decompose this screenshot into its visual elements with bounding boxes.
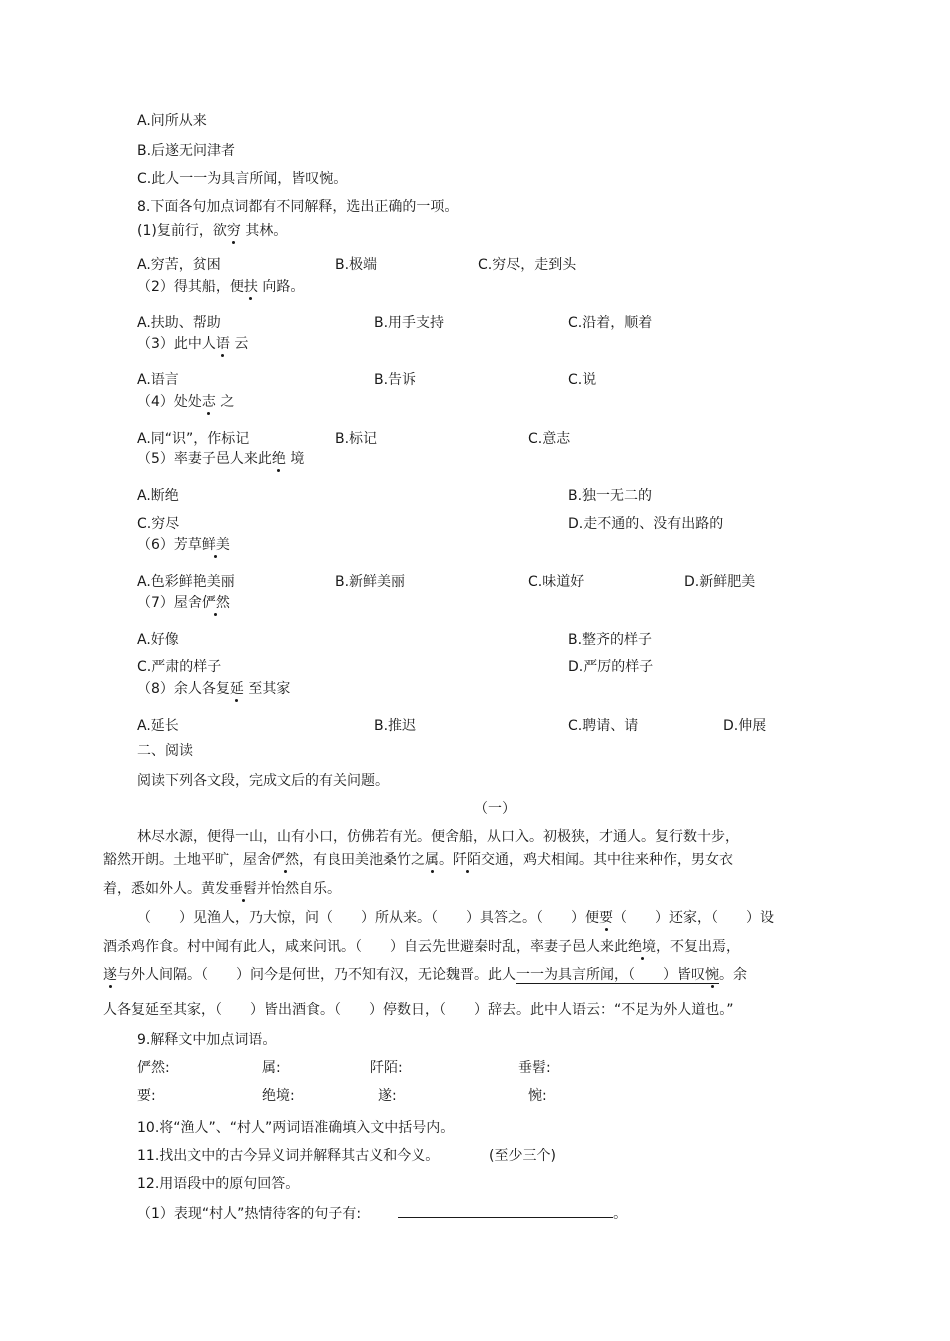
dotted-word: 志 <box>201 394 216 410</box>
question-note: (至少三个) <box>489 1148 556 1164</box>
option-text: C.穷尽 <box>137 516 180 532</box>
dotted-word: 语 <box>215 336 230 352</box>
option-text: C.沿着，顺着 <box>568 315 653 331</box>
term-label: 要: <box>137 1088 156 1104</box>
passage-line: （ ）见渔人，乃大惊，问（ ）所从来。（ ）具答之。（ ）便要（ ）还家，（ ）设 <box>137 910 774 926</box>
passage-line: 着，悉如外人。黄发垂髫并怡然自乐。 <box>103 881 341 897</box>
question-stem: 11.找出文中的古今异义词并解释其古义和今义。 <box>137 1148 440 1164</box>
term-label: 遂: <box>378 1088 397 1104</box>
sub-question: （5）率妻子邑人来此绝 境 <box>137 451 305 467</box>
option-text: B.新鲜美丽 <box>335 574 406 590</box>
sub-question: （2）得其船，便扶 向路。 <box>137 279 305 295</box>
passage-line: 豁然开朗。土地平旷，屋舍俨然，有良田美池桑竹之属。阡陌交通，鸡犬相闻。其中往来种作，男女衣 <box>103 852 733 868</box>
sub-question: （6）芳草鲜美 <box>137 537 230 553</box>
option-text: B.推迟 <box>374 718 417 734</box>
sub-question: （3）此中人语 云 <box>137 336 249 352</box>
option-text: A.同“识”，作标记 <box>137 431 250 447</box>
sub-question: （1）表现“村人”热情待客的句子有: 。 <box>137 1203 627 1223</box>
option-text: A.色彩鲜艳美丽 <box>137 574 235 590</box>
option-text: A.断绝 <box>137 488 179 504</box>
term-label: 垂髫: <box>518 1060 551 1076</box>
option-text: B.整齐的样子 <box>568 632 653 648</box>
option-text: B.用手支持 <box>374 315 445 331</box>
option-text: A.扶助、帮助 <box>137 315 221 331</box>
option-text: B.后遂无问津者 <box>137 143 236 159</box>
option-text: B.告诉 <box>374 372 417 388</box>
option-text: C.此人一一为具言所闻，皆叹惋。 <box>137 171 348 187</box>
option-text: C.说 <box>568 372 597 388</box>
option-text: C.严肃的样子 <box>137 659 222 675</box>
option-text: D.伸展 <box>723 718 767 734</box>
instruction-text: 阅读下列各文段，完成文后的有关问题。 <box>137 773 389 789</box>
term-label: 属: <box>262 1060 281 1076</box>
section-heading: 二、阅读 <box>137 743 193 759</box>
sub-question: （8）余人各复延 至其家 <box>137 681 291 697</box>
dotted-word: 俨然 <box>201 595 230 611</box>
option-text: A.问所从来 <box>137 113 207 129</box>
question-stem: 8.下面各句加点词都有不同解释，选出正确的一项。 <box>137 199 459 215</box>
option-text: D.严厉的样子 <box>568 659 654 675</box>
dotted-word: 鲜美 <box>201 537 230 553</box>
option-text: A.延长 <box>137 718 179 734</box>
sub-question: （7）屋舍俨然 <box>137 595 230 611</box>
question-stem: 9.解释文中加点词语。 <box>137 1032 277 1048</box>
option-text: B.独一无二的 <box>568 488 653 504</box>
dotted-word: 延 <box>229 681 244 697</box>
passage-line: 人各复延至其家，（ ）皆出酒食。（ ）停数日，（ ）辞去。此中人语云：“不足为外人道也。” <box>103 1002 734 1018</box>
part-label: （一） <box>474 801 516 817</box>
question-stem: 12.用语段中的原句回答。 <box>137 1176 300 1192</box>
sub-question: (1)复前行，欲穷 其林。 <box>137 223 288 239</box>
sub-question: （4）处处志 之 <box>137 394 235 410</box>
option-text: B.极端 <box>335 257 378 273</box>
option-text: B.标记 <box>335 431 378 447</box>
passage-line: 酒杀鸡作食。村中闻有此人，咸来问讯。（ ）自云先世避秦时乱，率妻子邑人来此绝境，不复出焉， <box>103 939 740 955</box>
term-label: 阡陌: <box>370 1060 403 1076</box>
passage-line: 遂与外人间隔。（ ）问今是何世，乃不知有汉，无论魏晋。此人一一为具言所闻，（ ）皆叹惋。余 <box>103 967 747 983</box>
option-text: C.聘请、请 <box>568 718 639 734</box>
option-text: C.穷尽，走到头 <box>478 257 577 273</box>
option-text: A.好像 <box>137 632 179 648</box>
answer-blank[interactable] <box>398 1203 613 1218</box>
dotted-word: 扶 <box>243 279 258 295</box>
option-text: C.味道好 <box>528 574 585 590</box>
dotted-word: 穷 <box>226 223 241 239</box>
option-text: D.走不通的、没有出路的 <box>568 516 724 532</box>
question-stem: 10.将“渔人”、“村人”两词语准确填入文中括号内。 <box>137 1120 455 1136</box>
term-label: 惋: <box>528 1088 547 1104</box>
option-text: C.意志 <box>528 431 571 447</box>
option-text: A.语言 <box>137 372 179 388</box>
term-label: 俨然: <box>137 1060 170 1076</box>
passage-line: 林尽水源，便得一山，山有小口，仿佛若有光。便舍船，从口入。初极狭，才通人。复行数十步， <box>137 829 739 845</box>
option-text: D.新鲜肥美 <box>684 574 756 590</box>
option-text: A.穷苦，贫困 <box>137 257 221 273</box>
term-label: 绝境: <box>262 1088 295 1104</box>
dotted-word: 绝 <box>271 451 286 467</box>
